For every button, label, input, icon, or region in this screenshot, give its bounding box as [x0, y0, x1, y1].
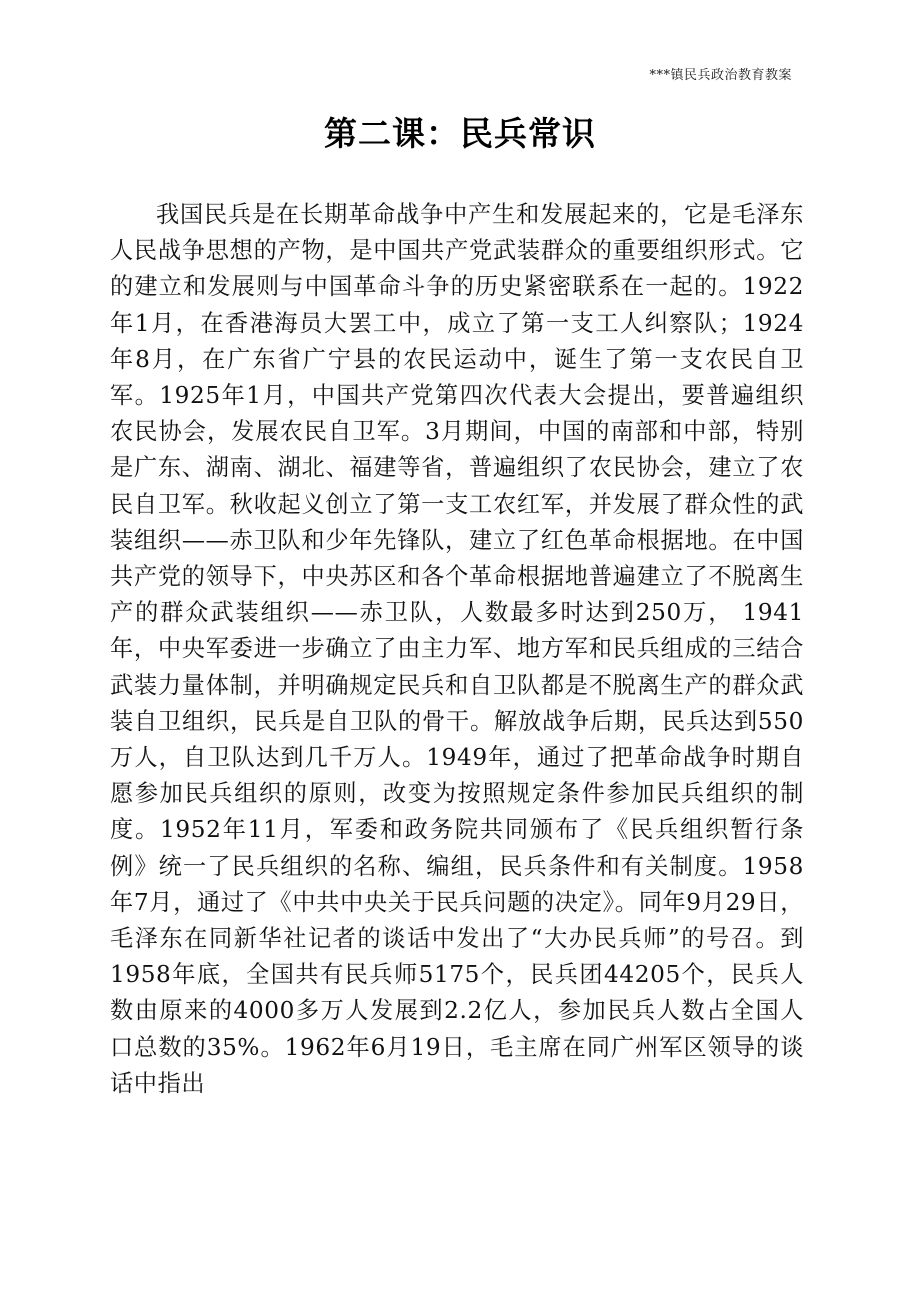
body-paragraph: 我国民兵是在长期革命战争中产生和发展起来的，它是毛泽东人民战争思想的产物，是中国共产党武装群众的重要组织形式。它的建立和发展则与中国革命斗争的历史紧密联系在一起的。1922年1月，在香港海员大罢工中，成立了第一支工人纠察队；1924年8月，在广东省广宁县的农民运动中，诞生了第一支农民自卫军。1925年1月，中国共产党第四次代表大会提出，要普遍组织农民协会，发展农民自卫军。3月期间，中国的南部和中部，特别是广东、湖南、湖北、福建等省，普遍组织了农民协会，建立了农民自卫军。秋收起义创立了第一支工农红军，并发展了群众性的武装组织——赤卫队和少年先锋队，建立了红色革命根据地。在中国共产党的领导下，中央苏区和各个革命根据地普遍建立了不脱离生产的群众武装组织——赤卫队，人数最多时达到250万， 1941年，中央军委进一步确立了由主力军、地方军和民兵组成的三结合武装力量体制，并明确规定民兵和自卫队都是不脱离生产的群众武装自卫组织，民兵是自卫队的骨干。解放战争后期，民兵达到550万人，自卫队达到几千万人。1949年，通过了把革命战争时期自愿参加民兵组织的原则，改变为按照规定条件参加民兵组织的制度。1952年11月，军委和政务院共同颁布了《民兵组织暂行条例》统一了民兵组织的名称、编组，民兵条件和有关制度。1958年7月，通过了《中共中央关于民兵问题的决定》。同年9月29日，毛泽东在同新华社记者的谈话中发出了“大办民兵师”的号召。到1958年底，全国共有民兵师5175个，民兵团44205个，民兵人数由原来的4000多万人发展到2.2亿人，参加民兵人数占全国人口总数的35%。1962年6月19日，毛主席在同广州军区领导的谈话中指出 [110, 201, 804, 1097]
page-header: ***镇民兵政治教育教案 [649, 68, 792, 83]
page-title: 第二课：民兵常识 [324, 114, 596, 153]
